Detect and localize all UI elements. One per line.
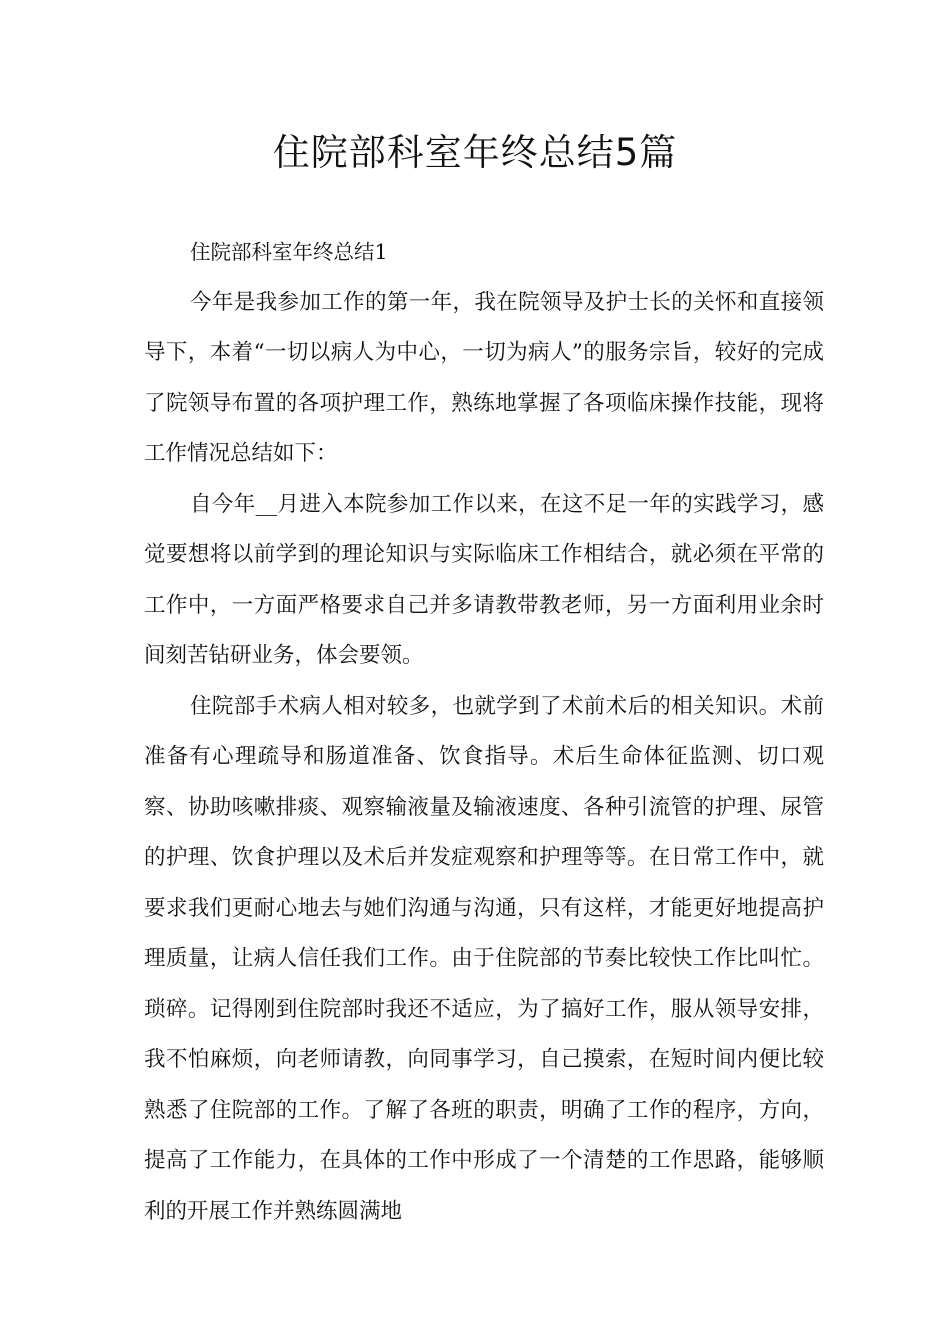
paragraph-1: 今年是我参加工作的第一年，我在院领导及护士长的关怀和直接领导下，本着“一切以病人为中心，一切为病人”的服务宗旨，较好的完成了院领导布置的各项护理工作，熟练地掌握了各项临床操作技能，现将工作情况总结如下： xyxy=(144,289,824,466)
paragraph-2: 自今年__月进入本院参加工作以来，在这不足一年的实践学习，感觉要想将以前学到的理论知识与实际临床工作相结合，就必须在平常的工作中，一方面严格要求自己并多请教带教老师，另一方面利用业余时间刻苦钻研业务，体会要领。 xyxy=(144,491,824,668)
section-heading: 住院部科室年终总结1 xyxy=(190,240,388,264)
document-title: 住院部科室年终总结5篇 xyxy=(272,131,678,174)
paragraph-3: 住院部手术病人相对较多，也就学到了术前术后的相关知识。术前准备有心理疏导和肠道准备、饮食指导。术后生命体征监测、切口观察、协助咳嗽排痰、观察输液量及输液速度、各种引流管的护理、尿管的护理、饮食护理以及术后并发症观察和护理等等。在日常工作中，就要求我们更耐心地去与她们沟通与沟通，只有这样，才能更好地提高护理质量，让病人信任我们工作。由于住院部的节奏比较快工作比叫忙。琐碎。记得刚到住院部时我还不适应，为了搞好工作，服从领导安排，我不怕麻烦，向老师请教，向同事学习，自己摸索，在短时间内便比较熟悉了住院部的工作。了解了各班的职责，明确了工作的程序，方向，提高了工作能力，在具体的工作中形成了一个清楚的工作思路，能够顺利的开展工作并熟练圆满地 xyxy=(144,693,824,1224)
document-body xyxy=(144,227,824,1237)
